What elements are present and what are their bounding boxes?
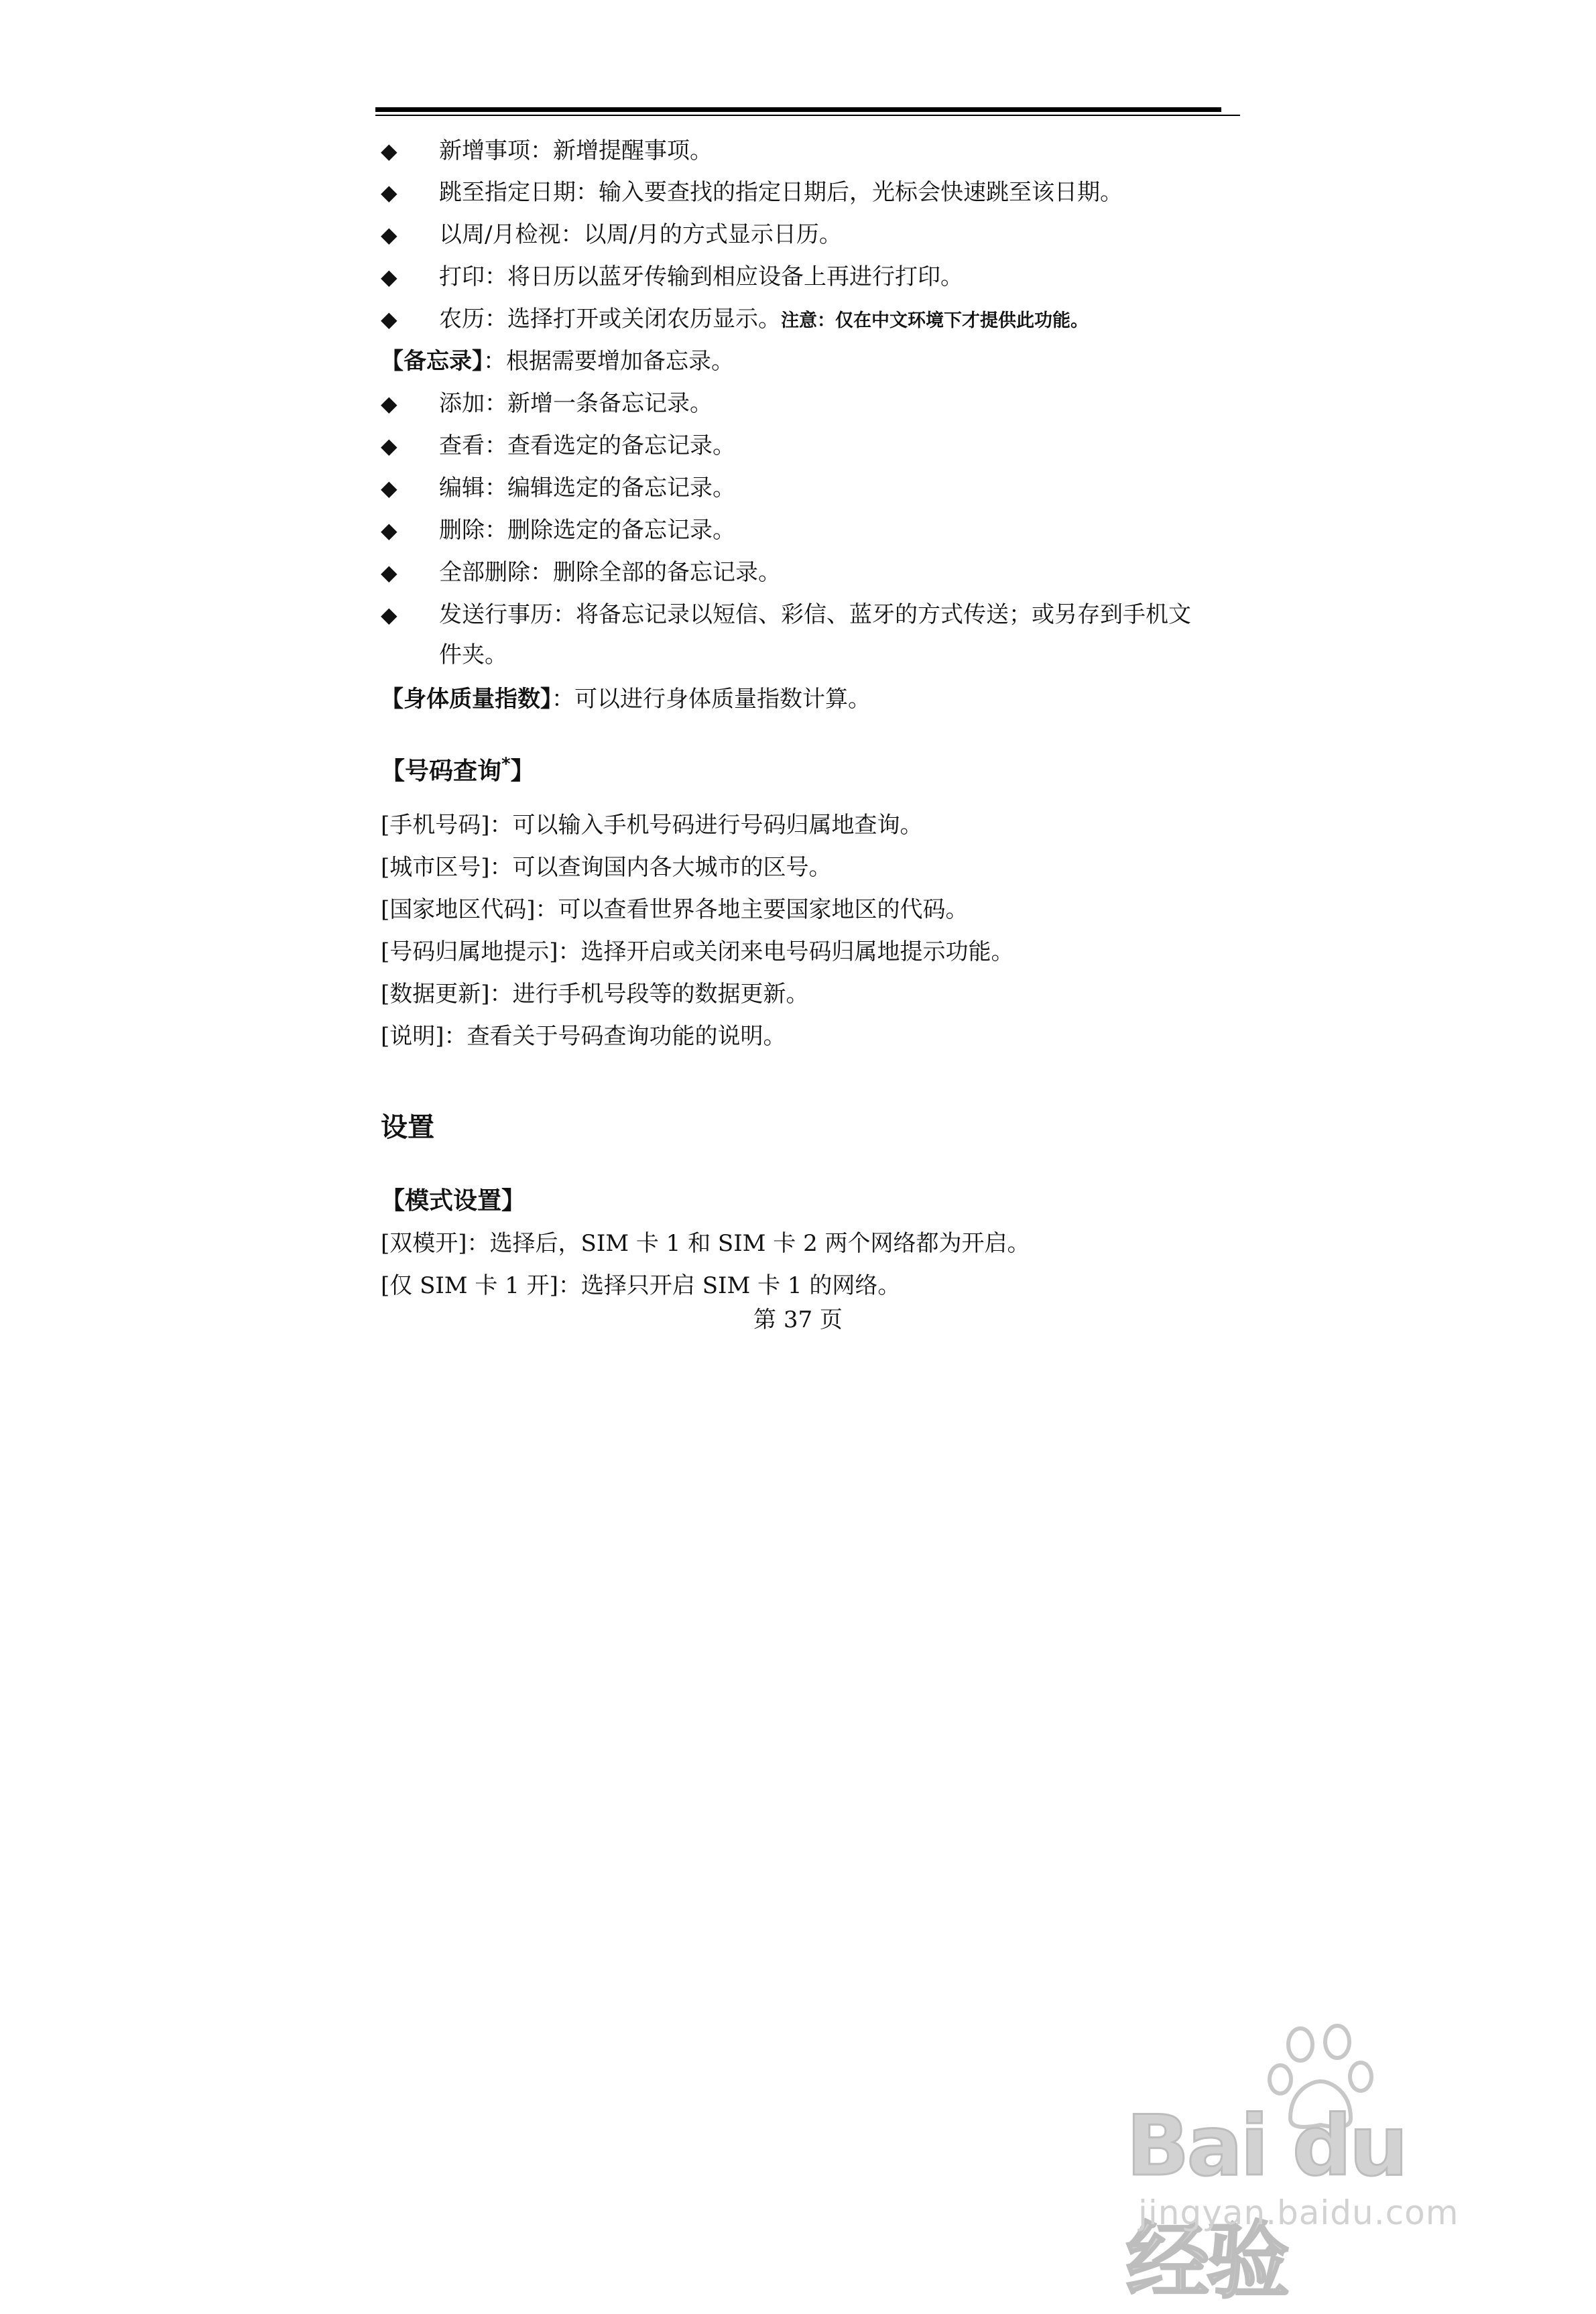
memo-item: 编辑：编辑选定的备忘记录。 xyxy=(439,475,735,501)
memo-item: 发送行事历：将备忘记录以短信、彩信、蓝牙的方式传送；或另存到手机文 xyxy=(439,601,1191,628)
number-query-asterisk: * xyxy=(501,754,511,774)
baidu-watermark xyxy=(1126,2018,1501,2310)
memo-heading xyxy=(381,347,734,375)
header-rule-thin xyxy=(375,115,1240,116)
bullet-icon: ◆ xyxy=(381,222,397,247)
memo-item: 全部删除：删除全部的备忘记录。 xyxy=(439,559,781,586)
number-query-item: [国家地区代码]：可以查看世界各地主要国家地区的代码。 xyxy=(381,896,969,923)
number-query-item: [数据更新]：进行手机号段等的数据更新。 xyxy=(381,981,809,1008)
settings-title: 设置 xyxy=(381,1112,434,1143)
number-query-item: [城市区号]：可以查询国内各大城市的区号。 xyxy=(381,854,832,881)
calendar-item-text: 农历：选择打开或关闭农历显示。 xyxy=(439,306,781,332)
number-query-heading xyxy=(381,749,535,786)
number-query-heading-close: 】 xyxy=(510,757,535,785)
memo-item: 删除：删除选定的备忘记录。 xyxy=(439,517,735,544)
number-query-item: [手机号码]：可以输入手机号码进行号码归属地查询。 xyxy=(381,812,923,839)
memo-label: 【备忘录】 xyxy=(381,348,483,375)
bullet-icon: ◆ xyxy=(381,264,397,290)
number-query-heading-text: 【号码查询 xyxy=(381,757,502,785)
calendar-item: 跳至指定日期：输入要查找的指定日期后，光标会快速跳至该日期。 xyxy=(439,179,1123,206)
bullet-icon: ◆ xyxy=(381,517,397,543)
bullet-icon: ◆ xyxy=(381,560,397,585)
settings-item: [仅 SIM 卡 1 开]：选择只开启 SIM 卡 1 的网络。 xyxy=(381,1272,901,1299)
bmi-label: 【身体质量指数】 xyxy=(381,686,552,713)
memo-item: 添加：新增一条备忘记录。 xyxy=(439,390,713,417)
memo-desc: ：根据需要增加备忘录。 xyxy=(483,348,734,375)
calendar-item xyxy=(439,305,1089,335)
bullet-icon: ◆ xyxy=(381,602,397,627)
bullet-icon: ◆ xyxy=(381,306,397,332)
page-number: 第 37 页 xyxy=(753,1306,843,1333)
bmi-line xyxy=(381,685,871,713)
calendar-note: 注意：仅在中文环境下才提供此功能。 xyxy=(781,310,1089,331)
memo-item: 查看：查看选定的备忘记录。 xyxy=(439,432,735,459)
watermark-url: jingyan.baidu.com xyxy=(1138,2193,1459,2232)
calendar-item: 以周/月检视：以周/月的方式显示日历。 xyxy=(439,221,842,248)
bmi-desc: ：可以进行身体质量指数计算。 xyxy=(552,686,871,713)
bullet-icon: ◆ xyxy=(381,433,397,459)
calendar-item: 打印：将日历以蓝牙传输到相应设备上再进行打印。 xyxy=(439,263,963,290)
memo-item-continuation: 件夹。 xyxy=(439,642,507,668)
bullet-icon: ◆ xyxy=(381,391,397,416)
bullet-icon: ◆ xyxy=(381,180,397,205)
bullet-icon: ◆ xyxy=(381,138,397,164)
calendar-item: 新增事项：新增提醒事项。 xyxy=(439,137,713,164)
watermark-logo: Bai du 经验 xyxy=(1126,2098,1406,2310)
header-rule-thick xyxy=(375,107,1221,112)
number-query-item: [说明]：查看关于号码查询功能的说明。 xyxy=(381,1023,786,1050)
number-query-item: [号码归属地提示]：选择开启或关闭来电号码归属地提示功能。 xyxy=(381,938,1014,965)
bullet-icon: ◆ xyxy=(381,475,397,501)
mode-settings-heading: 【模式设置】 xyxy=(381,1187,526,1215)
settings-item: [双模开]：选择后，SIM 卡 1 和 SIM 卡 2 两个网络都为开启。 xyxy=(381,1230,1030,1257)
